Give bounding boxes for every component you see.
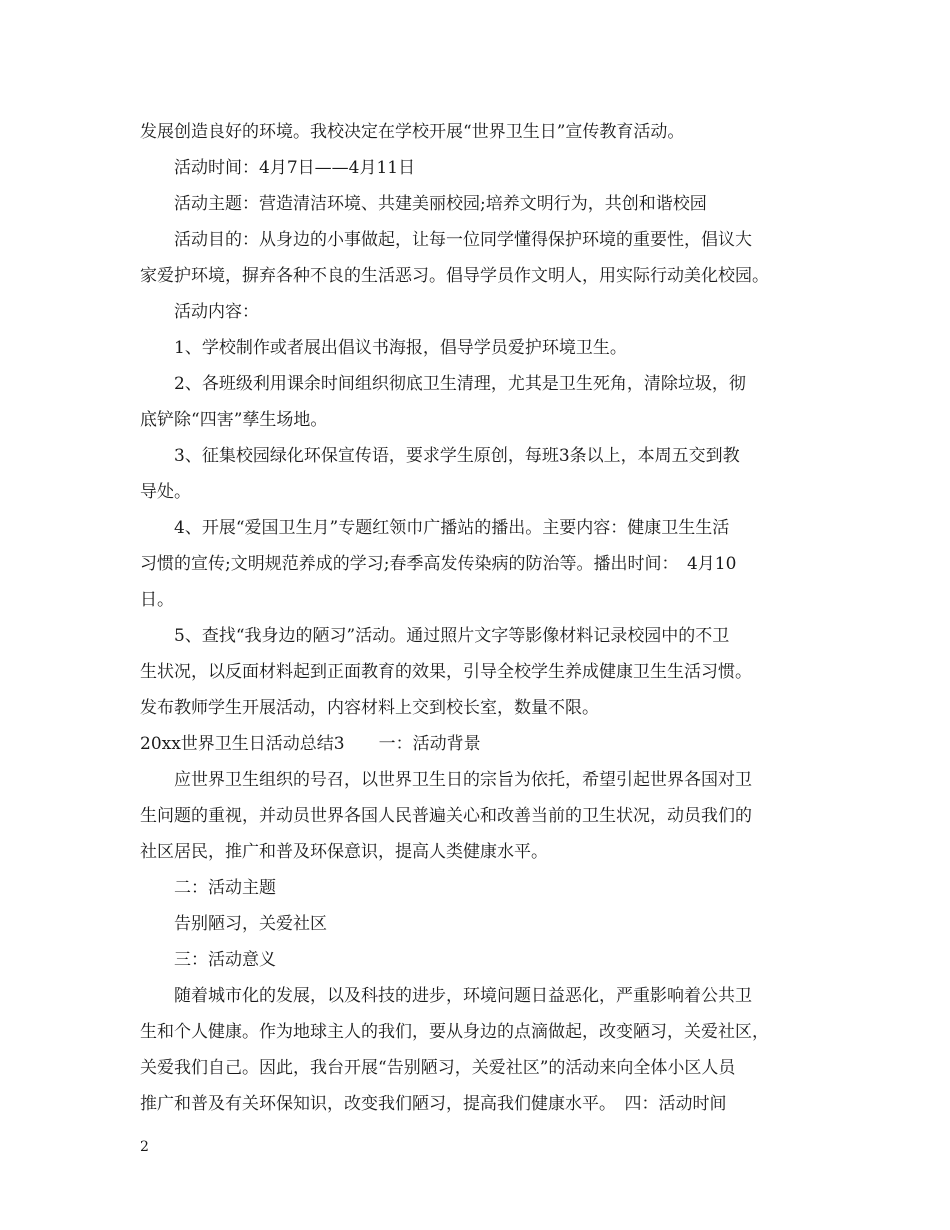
text-line: 发展创造良好的环境。我校决定在学校开展“世界卫生日”宣传教育活动。: [140, 122, 685, 142]
text-line: 社区居民，推广和普及环保意识，提高人类健康水平。: [140, 842, 548, 862]
text-line: 随着城市化的发展，以及科技的进步，环境问题日益恶化，严重影响着公共卫: [174, 986, 752, 1006]
text-line: 生和个人健康。作为地球主人的我们，要从身边的点滴做起，改变陋习，关爱社区，: [140, 1022, 769, 1042]
text-line: 二：活动主题: [174, 878, 276, 898]
text-line: 推广和普及有关环保知识，改变我们陋习，提高我们健康水平。 四：活动时间: [140, 1094, 727, 1114]
text-line: 导处。: [140, 482, 191, 502]
text-line: 1、学校制作或者展出倡议书海报，倡导学员爱护环境卫生。: [174, 338, 627, 358]
text-line: 4、开展“爱国卫生月”专题红领巾广播站的播出。主要内容：健康卫生生活: [174, 518, 730, 538]
text-line: 3、征集校园绿化环保宣传语，要求学生原创，每班3条以上，本周五交到教: [174, 446, 740, 466]
page-number: 2: [140, 1139, 149, 1155]
document-body: [140, 114, 810, 1122]
text-line: 三：活动意义: [174, 950, 276, 970]
text-line: 日。: [140, 590, 174, 610]
text-line: 底铲除“四害”孳生场地。: [140, 410, 328, 430]
text-line: 2、各班级利用课余时间组织彻底卫生清理，尤其是卫生死角，清除垃圾，彻: [174, 374, 746, 394]
text-line: 活动内容：: [174, 302, 259, 322]
text-line: 活动目的：从身边的小事做起，让每一位同学懂得保护环境的重要性，倡议大: [174, 230, 752, 250]
text-line: 告别陋习，关爱社区: [174, 914, 327, 934]
text-line: 生状况，以反面材料起到正面教育的效果，引导全校学生养成健康卫生生活习惯。: [140, 662, 752, 682]
text-line: 生问题的重视，并动员世界各国人民普遍关心和改善当前的卫生状况，动员我们的: [140, 806, 752, 826]
text-line: 活动主题：营造清洁环境、共建美丽校园;培养文明行为，共创和谐校园: [174, 194, 707, 214]
text-line: 应世界卫生组织的号召，以世界卫生日的宗旨为依托，希望引起世界各国对卫: [174, 770, 752, 790]
text-line: 习惯的宣传;文明规范养成的学习;春季高发传染病的防治等。播出时间： 4月10: [140, 554, 737, 574]
text-line: 20xx世界卫生日活动总结3 一：活动背景: [140, 734, 481, 754]
text-line: 家爱护环境，摒弃各种不良的生活恶习。倡导学员作文明人，用实际行动美化校园。: [140, 266, 769, 286]
text-line: 发布教师学生开展活动，内容材料上交到校长室，数量不限。: [140, 698, 599, 718]
text-line: 活动时间：4月7日——4月11日: [174, 158, 416, 178]
text-line: 关爱我们自己。因此，我台开展“告别陋习，关爱社区”的活动来向全体小区人员: [140, 1058, 736, 1078]
text-line: 5、查找“我身边的陋习”活动。通过照片文字等影像材料记录校园中的不卫: [174, 626, 730, 646]
